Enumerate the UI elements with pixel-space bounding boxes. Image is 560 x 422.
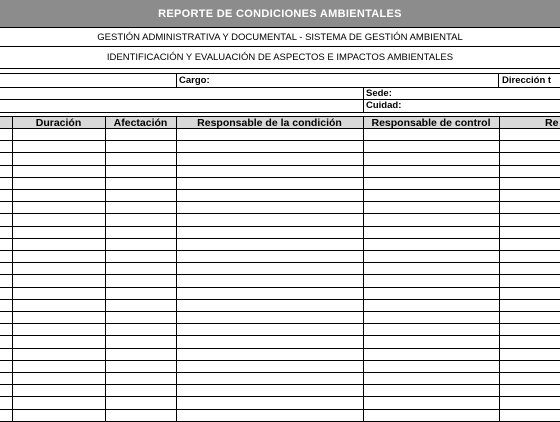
cell-col-5[interactable] <box>499 385 560 396</box>
table-row <box>0 300 560 312</box>
cell-responsable-control[interactable] <box>363 141 499 152</box>
cargo-field[interactable] <box>218 74 496 87</box>
cell-col-5[interactable] <box>499 300 560 311</box>
cell-col-0[interactable] <box>0 178 12 189</box>
cell-duracion[interactable] <box>12 263 105 274</box>
cell-duracion[interactable] <box>12 141 105 152</box>
cell-duracion[interactable] <box>12 336 105 347</box>
cell-col-5[interactable] <box>499 129 560 140</box>
cell-afectacion[interactable] <box>105 214 176 225</box>
table-row <box>0 385 560 397</box>
cell-afectacion[interactable] <box>105 385 176 396</box>
cell-col-5[interactable] <box>499 202 560 213</box>
cell-afectacion[interactable] <box>105 190 176 201</box>
cell-responsable-condicion[interactable] <box>176 190 363 201</box>
cell-col-5[interactable] <box>499 349 560 360</box>
info-sede-divider <box>363 87 364 112</box>
cargo-label: Cargo: <box>179 75 210 86</box>
cell-col-0[interactable] <box>0 141 12 152</box>
table-row <box>0 263 560 275</box>
cell-col-5[interactable] <box>499 251 560 262</box>
table-row <box>0 141 560 153</box>
cell-responsable-condicion[interactable] <box>176 141 363 152</box>
cell-col-0[interactable] <box>0 410 12 421</box>
cell-col-0[interactable] <box>0 239 12 250</box>
cell-col-0[interactable] <box>0 166 12 177</box>
cell-afectacion[interactable] <box>105 239 176 250</box>
info-bottom-border <box>0 112 560 113</box>
cell-duracion[interactable] <box>12 275 105 286</box>
cell-duracion[interactable] <box>12 373 105 384</box>
table-row <box>0 153 560 165</box>
cell-responsable-control[interactable] <box>363 202 499 213</box>
cell-duracion[interactable] <box>12 410 105 421</box>
cell-col-5[interactable] <box>499 214 560 225</box>
cell-col-0[interactable] <box>0 190 12 201</box>
cell-afectacion[interactable] <box>105 141 176 152</box>
cell-duracion[interactable] <box>12 324 105 335</box>
cell-responsable-condicion[interactable] <box>176 324 363 335</box>
cell-duracion[interactable] <box>12 312 105 323</box>
table-row <box>0 166 560 178</box>
info-direccion-divider <box>498 73 499 87</box>
cell-responsable-condicion[interactable] <box>176 202 363 213</box>
cell-responsable-control[interactable] <box>363 349 499 360</box>
cell-duracion[interactable] <box>12 239 105 250</box>
cell-responsable-control[interactable] <box>363 312 499 323</box>
cell-col-0[interactable] <box>0 300 12 311</box>
cell-col-5[interactable] <box>499 275 560 286</box>
cell-responsable-control[interactable] <box>363 251 499 262</box>
table-row <box>0 227 560 239</box>
cell-col-0[interactable] <box>0 336 12 347</box>
cell-duracion[interactable] <box>12 166 105 177</box>
cell-col-0[interactable] <box>0 227 12 238</box>
cell-afectacion[interactable] <box>105 397 176 408</box>
column-header-responsable-control: Responsable de control <box>371 117 491 128</box>
table-row <box>0 190 560 202</box>
cell-duracion[interactable] <box>12 227 105 238</box>
cell-responsable-condicion[interactable] <box>176 300 363 311</box>
table-header <box>0 116 560 129</box>
cell-responsable-condicion[interactable] <box>176 263 363 274</box>
table-row <box>0 349 560 361</box>
table-row <box>0 214 560 226</box>
cell-col-5[interactable] <box>499 153 560 164</box>
column-header-partial: Re <box>545 117 559 128</box>
cell-col-5[interactable] <box>499 288 560 299</box>
cell-afectacion[interactable] <box>105 202 176 213</box>
cell-responsable-control[interactable] <box>363 214 499 225</box>
cell-col-0[interactable] <box>0 373 12 384</box>
cell-col-0[interactable] <box>0 288 12 299</box>
cell-duracion[interactable] <box>12 214 105 225</box>
cell-col-0[interactable] <box>0 214 12 225</box>
cell-responsable-condicion[interactable] <box>176 349 363 360</box>
cell-duracion[interactable] <box>12 202 105 213</box>
cell-afectacion[interactable] <box>105 312 176 323</box>
cell-responsable-condicion[interactable] <box>176 275 363 286</box>
cell-afectacion[interactable] <box>105 153 176 164</box>
cell-responsable-control[interactable] <box>363 361 499 372</box>
table-row <box>0 324 560 336</box>
info-cargo-divider <box>176 73 177 87</box>
cell-afectacion[interactable] <box>105 300 176 311</box>
report-table-body <box>0 129 560 420</box>
cell-duracion[interactable] <box>12 251 105 262</box>
cell-responsable-control[interactable] <box>363 324 499 335</box>
cell-col-5[interactable] <box>499 166 560 177</box>
cell-afectacion[interactable] <box>105 361 176 372</box>
cell-responsable-control[interactable] <box>363 190 499 201</box>
cell-responsable-control[interactable] <box>363 166 499 177</box>
cell-responsable-control[interactable] <box>363 410 499 421</box>
sede-field[interactable] <box>396 88 560 99</box>
ciudad-field[interactable] <box>404 100 560 112</box>
cell-responsable-control[interactable] <box>363 178 499 189</box>
cell-responsable-condicion[interactable] <box>176 178 363 189</box>
cell-responsable-control[interactable] <box>363 397 499 408</box>
cell-responsable-condicion[interactable] <box>176 312 363 323</box>
cell-responsable-control[interactable] <box>363 263 499 274</box>
cell-responsable-control[interactable] <box>363 385 499 396</box>
cell-col-5[interactable] <box>499 336 560 347</box>
cell-duracion[interactable] <box>12 153 105 164</box>
table-row <box>0 312 560 324</box>
cell-col-0[interactable] <box>0 397 12 408</box>
table-row <box>0 129 560 141</box>
report-subtitle-management: GESTIÓN ADMINISTRATIVA Y DOCUMENTAL - SISTEMA DE GESTIÓN AMBIENTAL <box>0 27 560 47</box>
cell-responsable-condicion[interactable] <box>176 361 363 372</box>
cell-responsable-control[interactable] <box>363 336 499 347</box>
cell-duracion[interactable] <box>12 361 105 372</box>
report-title: REPORTE DE CONDICIONES AMBIENTALES <box>0 0 560 27</box>
cell-afectacion[interactable] <box>105 251 176 262</box>
cell-responsable-control[interactable] <box>363 373 499 384</box>
direccion-label: Dirección t <box>502 75 552 86</box>
cell-responsable-condicion[interactable] <box>176 288 363 299</box>
cell-responsable-control[interactable] <box>363 153 499 164</box>
cell-responsable-condicion[interactable] <box>176 166 363 177</box>
cell-responsable-condicion[interactable] <box>176 373 363 384</box>
table-row <box>0 202 560 214</box>
cell-duracion[interactable] <box>12 129 105 140</box>
table-row <box>0 178 560 190</box>
cell-col-5[interactable] <box>499 141 560 152</box>
cell-responsable-control[interactable] <box>363 275 499 286</box>
cell-responsable-condicion[interactable] <box>176 397 363 408</box>
cell-afectacion[interactable] <box>105 129 176 140</box>
cell-responsable-condicion[interactable] <box>176 410 363 421</box>
table-row <box>0 336 560 348</box>
cell-responsable-condicion[interactable] <box>176 227 363 238</box>
cell-duracion[interactable] <box>12 190 105 201</box>
cell-col-0[interactable] <box>0 263 12 274</box>
cell-afectacion[interactable] <box>105 288 176 299</box>
cell-duracion[interactable] <box>12 385 105 396</box>
cell-col-0[interactable] <box>0 153 12 164</box>
cell-duracion[interactable] <box>12 288 105 299</box>
cell-responsable-condicion[interactable] <box>176 239 363 250</box>
cell-col-5[interactable] <box>499 178 560 189</box>
cell-afectacion[interactable] <box>105 263 176 274</box>
cell-responsable-control[interactable] <box>363 239 499 250</box>
cell-col-5[interactable] <box>499 190 560 201</box>
cell-col-5[interactable] <box>499 361 560 372</box>
cell-col-5[interactable] <box>499 324 560 335</box>
sede-label: Sede: <box>366 88 392 99</box>
cell-col-0[interactable] <box>0 324 12 335</box>
table-row <box>0 373 560 385</box>
cell-col-0[interactable] <box>0 349 12 360</box>
cell-col-0[interactable] <box>0 251 12 262</box>
cell-col-0[interactable] <box>0 202 12 213</box>
cell-afectacion[interactable] <box>105 324 176 335</box>
cell-responsable-control[interactable] <box>363 129 499 140</box>
cell-col-5[interactable] <box>499 239 560 250</box>
cell-responsable-control[interactable] <box>363 227 499 238</box>
cell-col-0[interactable] <box>0 385 12 396</box>
cell-duracion[interactable] <box>12 300 105 311</box>
table-row <box>0 397 560 409</box>
cell-responsable-condicion[interactable] <box>176 385 363 396</box>
table-row <box>0 361 560 373</box>
cell-afectacion[interactable] <box>105 410 176 421</box>
table-row <box>0 251 560 263</box>
cell-duracion[interactable] <box>12 397 105 408</box>
column-header-duracion: Duración <box>35 117 82 128</box>
cell-duracion[interactable] <box>12 178 105 189</box>
cell-responsable-condicion[interactable] <box>176 251 363 262</box>
cell-col-5[interactable] <box>499 410 560 421</box>
cell-afectacion[interactable] <box>105 373 176 384</box>
cell-col-0[interactable] <box>0 312 12 323</box>
ciudad-label: Cuidad: <box>366 100 402 111</box>
cell-responsable-condicion[interactable] <box>176 336 363 347</box>
cell-afectacion[interactable] <box>105 227 176 238</box>
table-row <box>0 239 560 251</box>
column-header-responsable-condicion: Responsable de la condición <box>197 117 342 128</box>
table-row <box>0 275 560 287</box>
cell-afectacion[interactable] <box>105 166 176 177</box>
cell-col-0[interactable] <box>0 129 12 140</box>
cell-col-5[interactable] <box>499 312 560 323</box>
cell-afectacion[interactable] <box>105 336 176 347</box>
cell-col-5[interactable] <box>499 397 560 408</box>
cell-responsable-condicion[interactable] <box>176 129 363 140</box>
column-header-afectacion: Afectación <box>113 117 168 128</box>
cell-col-0[interactable] <box>0 361 12 372</box>
cell-col-5[interactable] <box>499 227 560 238</box>
cell-responsable-condicion[interactable] <box>176 214 363 225</box>
cell-afectacion[interactable] <box>105 349 176 360</box>
table-row <box>0 288 560 300</box>
cell-responsable-control[interactable] <box>363 288 499 299</box>
report-subtitle-identification: IDENTIFICACIÓN Y EVALUACIÓN DE ASPECTOS E IMPACTOS AMBIENTALES <box>0 47 560 69</box>
cell-col-5[interactable] <box>499 373 560 384</box>
cell-afectacion[interactable] <box>105 178 176 189</box>
cell-afectacion[interactable] <box>105 275 176 286</box>
cell-col-5[interactable] <box>499 263 560 274</box>
cell-duracion[interactable] <box>12 349 105 360</box>
cell-responsable-condicion[interactable] <box>176 153 363 164</box>
cell-responsable-control[interactable] <box>363 300 499 311</box>
cell-col-0[interactable] <box>0 275 12 286</box>
